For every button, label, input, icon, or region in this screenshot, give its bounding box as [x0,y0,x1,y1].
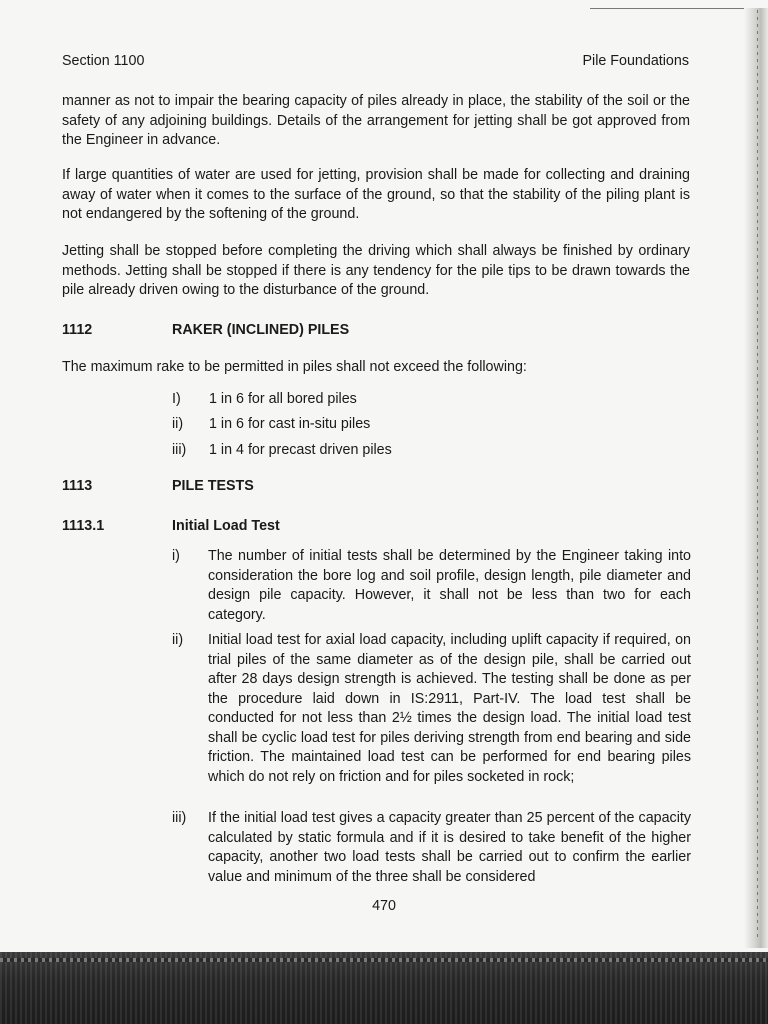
section-1113-1-title: Initial Load Test [172,518,280,534]
rake-item-2-marker: ii) [172,416,184,432]
paragraph-jetting-stop: Jetting shall be stopped before completing the driving which shall always be finished by ordinary methods. Jetting shall be stopped if there is any tendency for the pile tips to be drawn towards the pile already driven owing to the disturbance of the ground. [62,243,690,298]
test-item-1-marker: i) [172,548,180,564]
rake-item-3-marker: iii) [172,442,187,458]
rake-item-1-text: 1 in 6 for all bored piles [209,391,357,407]
section-1112-title: RAKER (INCLINED) PILES [172,322,350,338]
rake-intro: The maximum rake to be permitted in piles shall not exceed the following: [62,359,527,375]
page-number: 470 [372,898,396,914]
paragraph-water-drainage: If large quantities of water are used for jetting, provision shall be made for collecting and draining away of water when it comes to the surface of the ground, so that the stability of the piling plant is not endangered by the softening of the ground. [62,167,690,222]
test-item-3-marker: iii) [172,810,187,826]
section-1113-title: PILE TESTS [172,478,254,494]
rake-item-3-text: 1 in 4 for precast driven piles [209,442,392,458]
paragraph-jetting-continued: manner as not to impair the bearing capacity of piles already in place, the stability of the soil or the safety of any adjoining buildings. Details of the arrangement for jetting shall be got approved from the Engineer in advance. [62,93,690,148]
test-item-1-text: The number of initial tests shall be determined by the Engineer taking into consideration the bore log and soil profile, design length, pile diameter and design pile capacity. However, it shall not be less than two for each category. [208,548,691,623]
scan-top-rule [590,8,750,9]
scan-bottom-band [0,952,768,1024]
rake-item-1-marker: I) [172,391,181,407]
header-section: Section 1100 [62,53,145,69]
test-item-2-marker: ii) [172,632,184,648]
rake-item-2-text: 1 in 6 for cast in-situ piles [209,416,371,432]
test-item-3-text: If the initial load test gives a capacity greater than 25 percent of the capacity calculated by static formula and if it is desired to take benefit of the higher capacity, another two load tests shall be carried out to confirm the earlier value and minimum of the three shall be considered [208,810,691,885]
scan-right-edge [744,8,768,948]
header-chapter: Pile Foundations [582,53,689,69]
test-item-2-text: Initial load test for axial load capacity, including uplift capacity if required, on trial piles of the same diameter as of the design pile, shall be carried out after 28 days design strength is achieved. The testing shall be done as per the procedure laid down in IS:2911, Part-IV. The load test shall be conducted for not less than 2½ times the design load. The initial load test shall be cyclic load test for piles deriving strength from end bearing and side friction. The maintained load test can be performed for end bearing piles which do not rely on friction and for piles socketed in rock; [208,632,691,785]
section-1112-number: 1112 [62,322,93,338]
scan-edge-line [757,10,758,940]
section-1113-1-number: 1113.1 [62,518,105,534]
section-1113-number: 1113 [62,478,93,494]
